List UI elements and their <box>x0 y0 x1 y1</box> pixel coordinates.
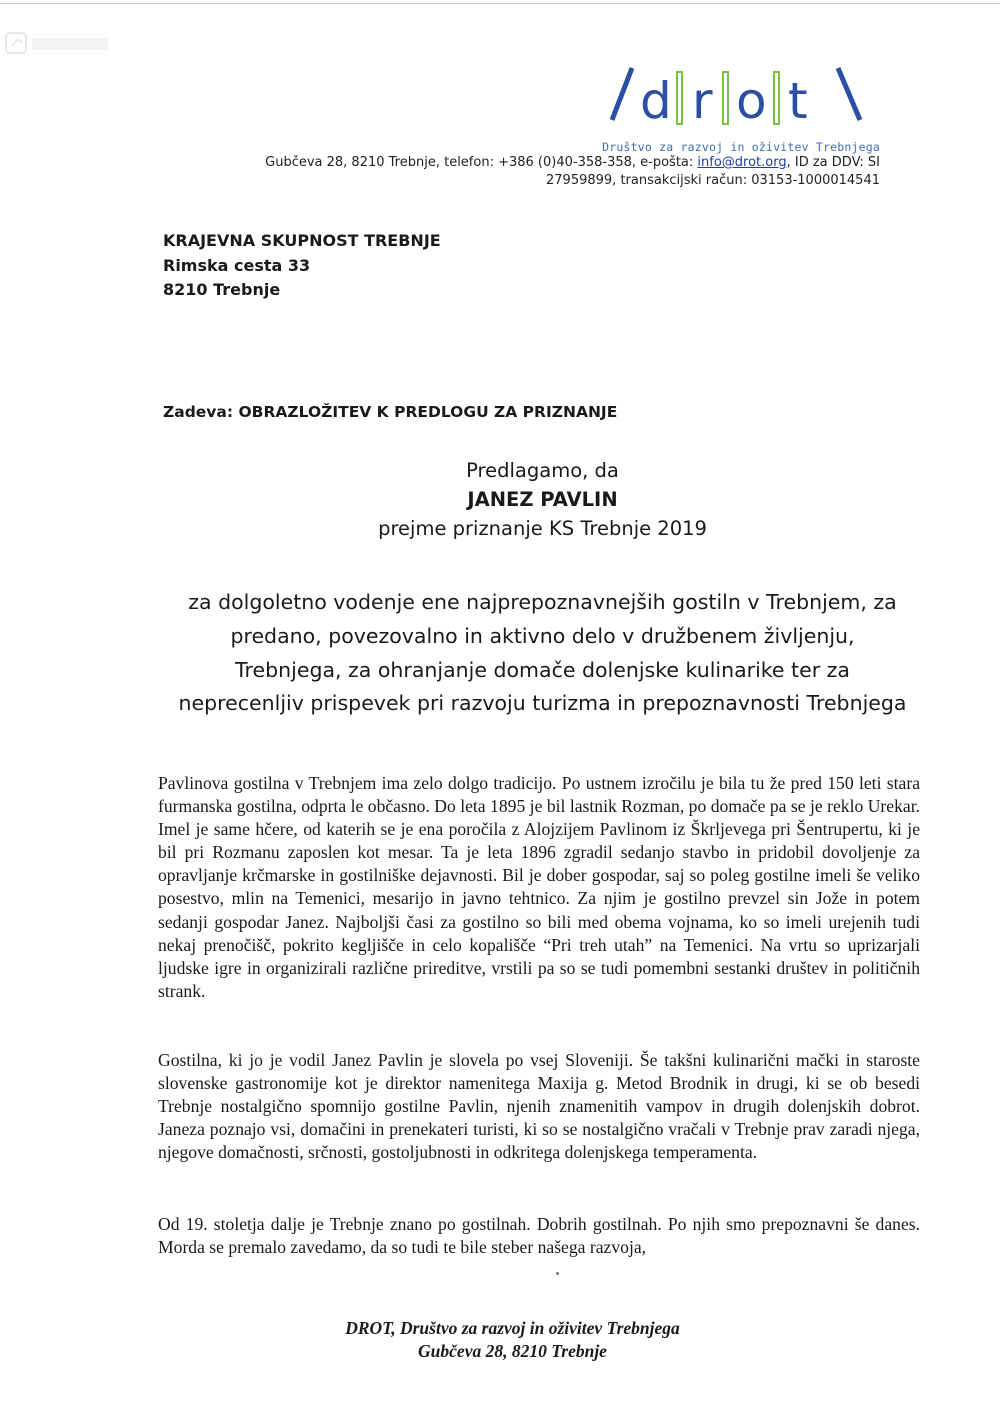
recipient-name: KRAJEVNA SKUPNOST TREBNJE <box>163 231 441 250</box>
award-reasons: za dolgoletno vodenje ene najprepoznavnejših gostiln v Trebnjem, za predano, povezovalno in aktivno delo v družbenem življenju, Trebnjega, za ohranjanje domače dolenjske kulinarike ter za neprecenljiv prispevek pri razvoju turizma in prepoznavnosti Trebnjega <box>178 590 907 716</box>
svg-text:r: r <box>692 72 713 130</box>
drot-logo <box>608 58 878 138</box>
contact-prefix: Gubčeva 28, 8210 Trebnje, telefon: +386 (0)40-358-358, e-pošta: <box>265 155 698 170</box>
svg-text:d: d <box>640 72 672 130</box>
contact-line-1 <box>150 155 880 170</box>
proposal-block <box>0 456 1000 543</box>
contact-suffix: , ID za DDV: SI <box>786 155 880 170</box>
proposal-intro: Predlagamo, da <box>466 459 619 482</box>
svg-text:t: t <box>788 72 808 130</box>
paragraph-reputation: Gostilna, ki jo je vodil Janez Pavlin je slovela po vsej Sloveniji. Še takšni kulinarični mački in staroste slovenske gastronomije kot je direktor namenitega Maxija g. Metod Brodnik in drugi, ki se ob besedi Trebnje nostalgično spomnijo gostilne Pavlin, njenih znamenitih vampov in drugih dolenjskih dobrot. Janeza poznajo vsi, domačini in prenekateri turisti, ki so se nostalgično vračali v Trebnje prav zaradi njega, njegove domačnosti, srčnosti, gostoljubnosti in odkritega dolenjskega temperamenta. <box>158 1050 920 1163</box>
scan-top-edge <box>0 3 1000 4</box>
paragraph-tradition: Od 19. stoletja dalje je Trebnje znano po gostilnah. Dobrih gostilnah. Po njih smo prepoznavni še danes. Morda se premalo zavedamo, da so tudi te bile steber našega razvoja, <box>158 1214 920 1258</box>
contact-line-2: 27959899, transakcijski račun: 03153-1000014541 <box>546 173 880 188</box>
award-title: prejme priznanje KS Trebnje 2019 <box>378 517 707 540</box>
recipient-city: 8210 Trebnje <box>163 280 281 299</box>
paragraph-history: Pavlinova gostilna v Trebnjem ima zelo dolgo tradicijo. Po ustnem izročilu je bila tu že pred 150 leti stara furmanska gostilna, odprta le občasno. Do leta 1895 je bil lastnik Rozman, po domače pa se je reklo Urekar. Imel je same hčere, od katerih se je ena poročila z Alojzijem Pavlinom iz Škrljevega pri Šentrupertu, ki je bil pri Rozmanu zaposlen kot mesar. Ta je leta 1896 zgradil sedanjo stavbo in pridobil dovoljenje za opravljanje krčmarske in gostilniške dejavnosti. Bil je dober gospodar, saj so poleg gostilne imeli še veliko posestvo, mlin na Temenici, mesarijo in javno tehtnico. Za njim je gostilno prevzel sin Jože in potem sedanji gospodar Janez. Najboljši časi za gostilno so bili med obema vojnama, ko so imeli urejenih tudi nekaj prenočišč, pokrito kegljišče in celo kopališče “Pri treh utah” na Temenici. Na vrtu so uprizarjali ljudske igre in organizirali različne prireditve, vrstili pa so se tudi pomembni sestanki društev in političnih strank. <box>158 773 920 1001</box>
footer-org-name: DROT, Društvo za razvoj in oživitev Trebnjega <box>345 1318 680 1338</box>
scanner-watermark-icon <box>4 30 114 56</box>
email-link[interactable]: info@drot.org <box>697 155 787 170</box>
letter-subject: Zadeva: OBRAZLOŽITEV K PREDLOGU ZA PRIZNANJE <box>163 403 618 421</box>
scan-speck <box>556 1272 559 1275</box>
svg-text:o: o <box>736 72 767 130</box>
logo-tagline: Društvo za razvoj in oživitev Trebnjega <box>602 140 880 154</box>
footer-address: Gubčeva 28, 8210 Trebnje <box>418 1341 607 1361</box>
recipient-address <box>163 229 441 303</box>
recipient-street: Rimska cesta 33 <box>163 255 311 275</box>
nominee-name: JANEZ PAVLIN <box>467 488 618 511</box>
